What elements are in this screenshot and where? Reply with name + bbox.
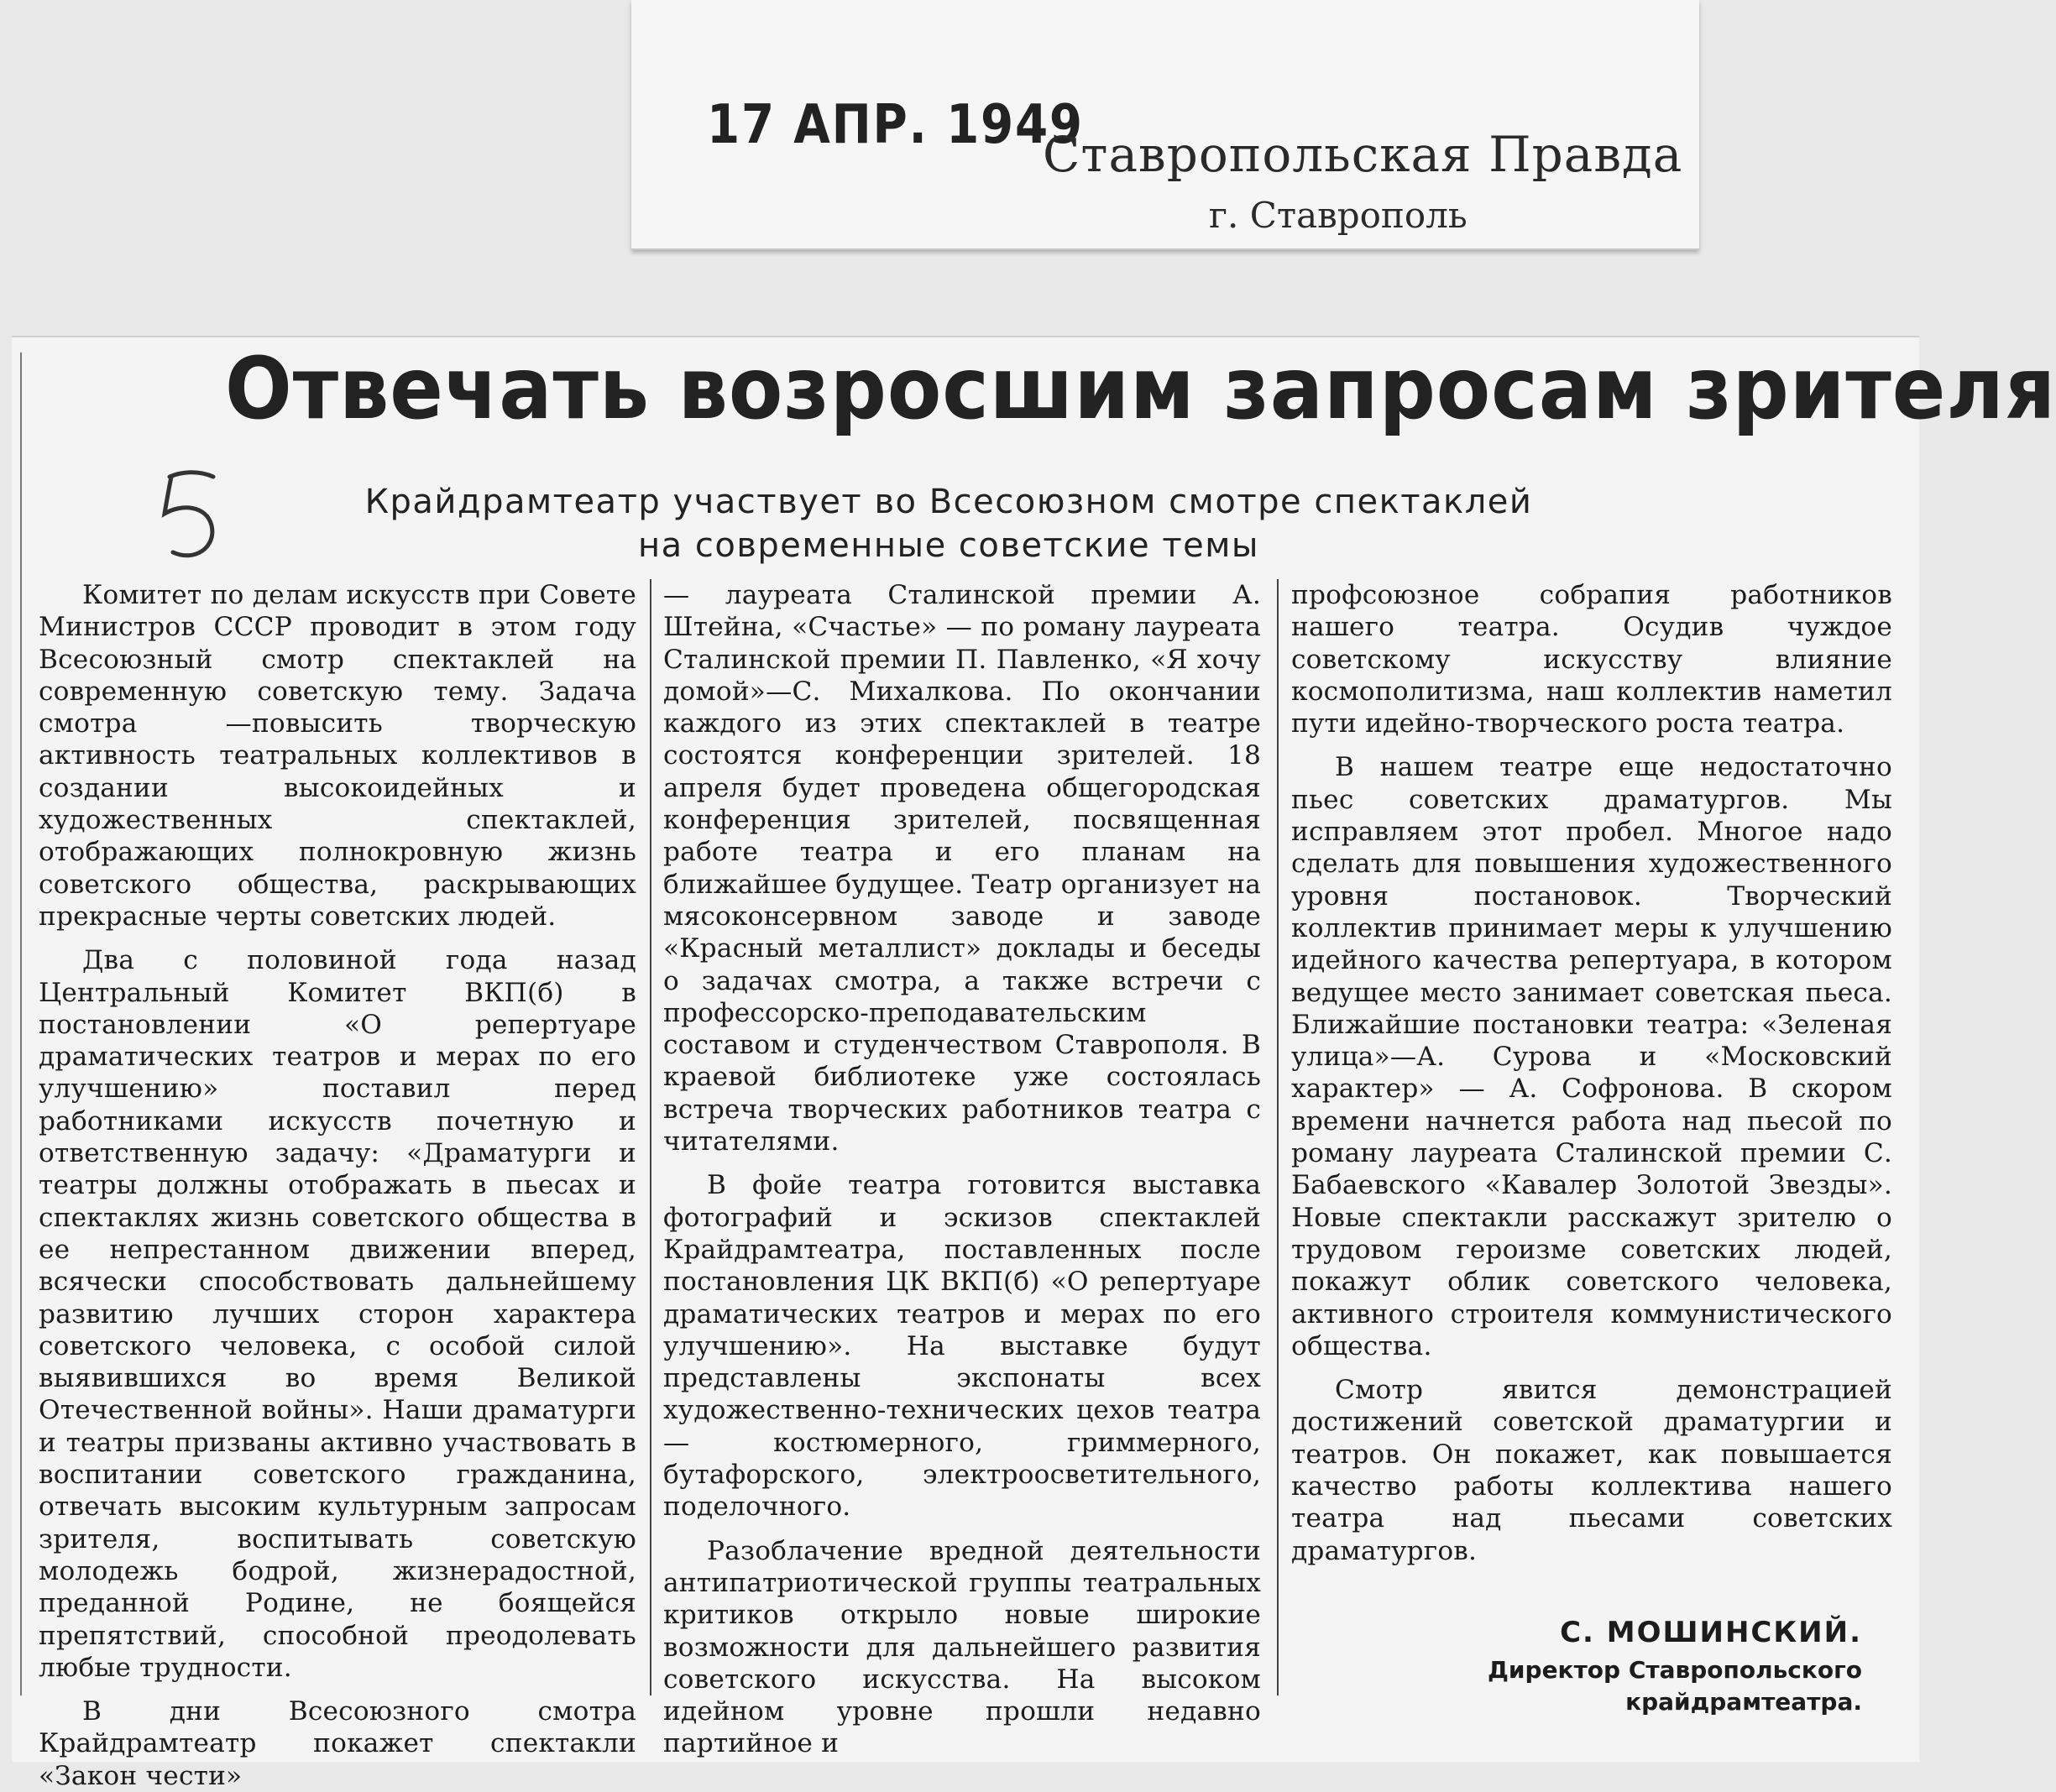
author-title-line-2: крайдрамтеатра. xyxy=(1625,1688,1862,1716)
city-stamp: г. Ставрополь xyxy=(1209,195,1467,236)
newspaper-name-stamp: Ставропольская Правда xyxy=(1043,126,1683,183)
author-title-line-1: Директор Ставропольского xyxy=(1487,1656,1862,1684)
paragraph: Два с половиной года назад Центральный Комитет ВКП(б) в постановлении «О репертуаре драматических театров и мерах по его улучшению» поставил перед работниками искусств почетную и ответственную задачу: «Драматурги и театры должны отображать в пьесах и спектаклях жизнь советского общества в ее непрестанном движении вперед, всячески способствовать дальнейшему развитию лучших сторон характера советского человека, с особой силой выявившихся во время Великой Отечественной войны». Наши драматурги и театры призваны активно участвовать в воспитании советского гражданина, отвечать высоким культурным запросам зрителя, воспитывать советскую молодежь бодрой, жизнерадостной, преданной Родине, не боящейся препятствий, способной преодолевать любые трудности. xyxy=(39,945,636,1683)
article-column-3 xyxy=(1291,579,1892,1567)
column-rule-right xyxy=(1277,579,1279,1695)
paragraph: Разоблачение вредной деятельности антипатриотической группы театральных критиков открыло новые широкие возможности для дальнейшего развития советского искусства. На высоком идейном уровне прошли недавно партийное и xyxy=(663,1535,1261,1759)
paragraph: В фойе театра готовится выставка фотографий и эскизов спектаклей Крайдрамтеатра, поставленных после постановления ЦК ВКП(б) «О репертуаре драматических театров и мерах по его улучшению». На выставке будут представлены экспонаты всех художественно-технических цехов театра — костюмерного, гриммерного, бутафорского, электроосветительного, поделочного. xyxy=(663,1170,1261,1523)
handwritten-mark-five xyxy=(148,465,228,566)
archive-clipping-label xyxy=(631,0,1699,250)
author-name: С. МОШИНСКИЙ. xyxy=(1560,1616,1862,1649)
subheadline-line-1: Крайдрамтеатр участвует во Всесоюзном смотре спектаклей xyxy=(364,483,1533,521)
column-rule-left xyxy=(650,579,651,1695)
article-column-2 xyxy=(663,579,1261,1760)
date-stamp: 17 АПР. 1949 xyxy=(707,94,1084,156)
paragraph: В дни Всесоюзного смотра Крайдрамтеатр покажет спектакли «Закон чести» xyxy=(39,1696,636,1791)
paragraph: Комитет по делам искусств при Совете Министров СССР проводит в этом году Всесоюзный смотр спектаклей на современную советскую тему. Задача смотра —повысить творческую активность театральных коллективов в создании высокоидейных и художественных спектаклей, отображающих полнокровную жизнь советского общества, раскрывающих прекрасные черты советских людей. xyxy=(39,580,636,932)
page-edge-rule xyxy=(20,353,22,1695)
article-headline: Отвечать возросшим запросам зрителя xyxy=(225,339,2056,439)
article-column-1 xyxy=(39,579,636,1792)
subheadline-line-2: на современные советские темы xyxy=(637,526,1259,565)
paragraph: — лауреата Сталинской премии А. Штейна, «Счастье» — по роману лауреата Сталинской премии П. Павленко, «Я хочу домой»—С. Михалкова. По окончании каждого из этих спектаклей в театре состоятся конференции зрителей. 18 апреля будет проведена общегородская конференция зрителей, посвященная работе театра и его планам на ближайшее будущее. Театр организует на мясоконсервном заводе и заводе «Красный металлист» доклады и беседы о задачах смотра, а также встречи с профессорско-преподавательским составом и студенчеством Ставрополя. В краевой библиотеке уже состоялась встреча творческих работников театра с читателями. xyxy=(663,580,1261,1157)
paragraph: В нашем театре еще недостаточно пьес советских драматургов. Мы исправляем этот пробел. Многое надо сделать для повышения художественного уровня постановок. Творческий коллектив принимает меры к улучшению идейного качества репертуара, в котором ведущее место занимает советская пьеса. Ближайшие постановки театра: «Зеленая улица»—А. Сурова и «Московский характер» — А. Софронова. В скором времени начнется работа над пьесой по роману лауреата Сталинской премии С. Бабаевского «Кавалер Золотой Звезды». Новые спектакли расскажут зрителю о трудовом героизме советских людей, покажут облик советского человека, активного строителя коммунистического общества. xyxy=(1291,752,1892,1361)
article-subheadline xyxy=(277,480,1620,567)
author-signature xyxy=(1488,1616,1862,1718)
paragraph: Смотр явится демонстрацией достижений советской драматургии и театров. Он покажет, как повышается качество работы коллектива нашего театра над пьесами советских драматургов. xyxy=(1291,1375,1892,1566)
paragraph: профсоюзное собрапия работников нашего театра. Осудив чуждое советскому искусству влияние космополитизма, наш коллектив наметил пути идейно-творческого роста театра. xyxy=(1291,580,1892,739)
